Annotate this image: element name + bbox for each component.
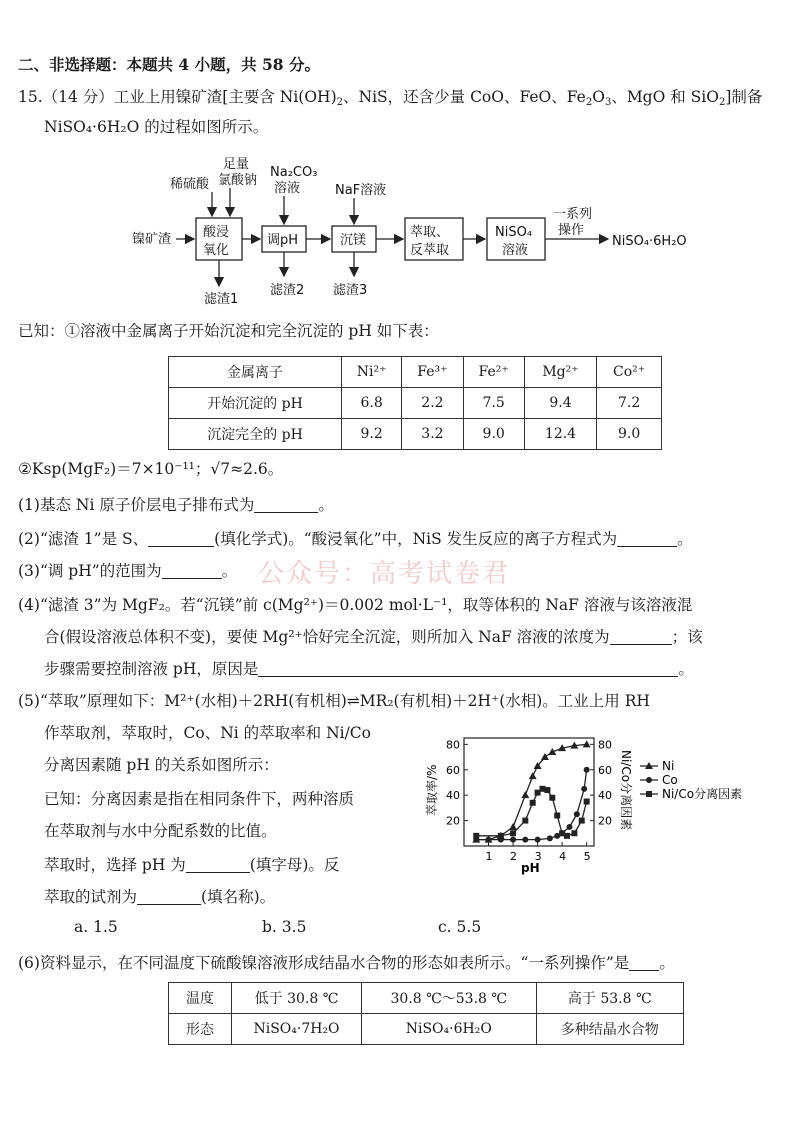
question-5-line-4: 已知：分离因素是指在相同条件下，两种溶质: [44, 790, 355, 808]
known-1: 已知：①溶液中金属离子开始沉淀和完全沉淀的 pH 如下表：: [18, 322, 439, 340]
box-acid-leach-label-2: 氧化: [203, 243, 230, 258]
data-point: [547, 835, 553, 841]
legend-marker: [646, 777, 652, 783]
data-point: [522, 837, 528, 843]
ph-table-cell: 沉淀完全的 pH: [169, 419, 342, 450]
reagent-chlorate-2: 氯酸钠: [218, 173, 258, 188]
q5-option-b[interactable]: b. 3.5: [262, 918, 307, 936]
q4-text-b: ；该: [671, 628, 703, 646]
known-2: ②Ksp(MgF₂)＝7×10⁻¹¹；√7≈2.6。: [18, 460, 284, 478]
q4-text-c: 步骤需要控制溶液 pH，原因是: [44, 660, 259, 678]
temp-table-cell: 形态: [169, 1014, 232, 1045]
ph-table-cell: 7.2: [597, 388, 662, 419]
q2-text-b: (填化学式)。“酸浸氧化”中，NiS 发生反应的离子方程式为: [214, 530, 618, 548]
q4-end: 。: [678, 660, 694, 678]
q6-answer-blank[interactable]: [629, 954, 659, 971]
x-tick-label: 1: [485, 850, 493, 863]
box-niso4-label-2: 溶液: [502, 243, 529, 258]
q5-option-c[interactable]: c. 5.5: [438, 918, 482, 936]
ph-table-cell: 3.2: [402, 419, 463, 450]
ph-table-cell: 9.0: [597, 419, 662, 450]
y2-tick-label: 40: [598, 789, 612, 803]
question-5-line-7: [44, 886, 275, 908]
data-point: [522, 818, 528, 824]
q4-text-a: 合(假设溶液总体积不变)，要使 Mg²⁺恰好完全沉淀，则所加入 NaF 溶液的浓度为: [44, 628, 610, 646]
temp-table-header: 高于 53.8 ℃: [536, 983, 683, 1014]
ph-table-cell: 6.8: [342, 388, 402, 419]
y2-tick-label: 20: [598, 814, 612, 828]
reagent-na2co3-2: 溶液: [274, 181, 301, 196]
q4-answer-blank-2[interactable]: [258, 660, 678, 677]
ph-table-header: Co²⁺: [597, 357, 662, 388]
temp-table-header: 30.8 ℃～53.8 ℃: [362, 983, 537, 1014]
ph-table-cell: 7.5: [463, 388, 524, 419]
y-tick-label: 20: [446, 814, 460, 828]
flow-end: NiSO₄·6H₂O: [612, 234, 687, 249]
flow-arrow-label-1: 一系列: [553, 207, 593, 222]
legend-label: Ni: [662, 759, 675, 773]
q5-text-d: (填名称)。: [201, 888, 276, 906]
y-tick-label: 80: [446, 738, 460, 752]
question-4-line-1: (4)“滤渣 3”为 MgF₂。若“沉镁”前 c(Mg²⁺)＝0.002 mol·L⁻¹，取等体积的 NaF 溶液与该溶液混: [18, 596, 693, 614]
temp-table-cell: 多种结晶水合物: [536, 1014, 683, 1045]
ph-table: [168, 356, 662, 450]
data-point: [521, 791, 529, 798]
extraction-chart: [422, 728, 774, 876]
x-tick-label: 5: [583, 850, 591, 863]
ph-table-cell: 9.0: [463, 419, 524, 450]
data-point: [509, 823, 517, 830]
ph-table-header: Fe²⁺: [463, 357, 524, 388]
temp-table-header: 温度: [169, 983, 232, 1014]
ph-table-cell: 2.2: [402, 388, 463, 419]
q6-end: 。: [659, 954, 675, 972]
data-point: [473, 833, 479, 839]
data-point: [571, 830, 577, 836]
q1-end: 。: [318, 496, 334, 514]
legend-marker: [646, 791, 652, 797]
ph-table-cell: 12.4: [524, 419, 596, 450]
question-5-line-6: [44, 854, 339, 876]
data-point: [510, 830, 516, 836]
q2-text-a: (2)“滤渣 1”是 S、: [18, 530, 149, 548]
ph-table-cell: 9.2: [342, 419, 402, 450]
q15-head-d: 、MgO 和 SiO: [611, 88, 719, 106]
reagent-dilute-sulfuric: 稀硫酸: [170, 177, 210, 192]
q2-answer-blank-2[interactable]: [617, 530, 677, 547]
reagent-na2co3-1: Na₂CO₃: [270, 165, 318, 180]
temperature-table: [168, 982, 684, 1045]
y-axis-label: 萃取率/%: [425, 764, 439, 816]
question-5-line-1: (5)“萃取”原理如下：M²⁺(水相)＋2RH(有机相)⇌MR₂(有机相)＋2H⁺(水相)。工业上用 RH: [18, 692, 650, 710]
q15-head-a: 15.（14 分）工业上用镍矿渣[主要含 Ni(OH): [18, 88, 337, 106]
box-mg-removal-label: 沉镁: [340, 233, 367, 248]
box-acid-leach-label-1: 酸浸: [203, 225, 230, 240]
data-point: [564, 833, 570, 839]
q1-answer-blank[interactable]: [254, 496, 318, 513]
question-1: [18, 494, 334, 516]
q2-end: 。: [677, 530, 693, 548]
residue-2: 滤渣2: [270, 283, 305, 298]
question-15-heading: 15.（14 分）工业上用镍矿渣[主要含 $Ni(OH)_2$、NiS，还含少量 CoO、FeO、$Fe_2O_3$、MgO 和 SiO$_2$]制备: [18, 88, 763, 108]
box-extraction-label-2: 反萃取: [410, 243, 450, 258]
data-point: [486, 837, 492, 843]
flow-start: 镍矿渣: [132, 232, 172, 247]
x-tick-label: 2: [510, 850, 518, 863]
data-point: [541, 753, 549, 760]
y-tick-label: 40: [446, 789, 460, 803]
ph-table-header: Fe³⁺: [402, 357, 463, 388]
data-point: [584, 799, 590, 805]
residue-3: 滤渣3: [333, 283, 368, 298]
data-point: [579, 818, 585, 824]
q15-head-b: 、NiS，还含少量 CoO、FeO、Fe: [343, 88, 586, 106]
q5-text-b: (填字母)。反: [249, 856, 340, 874]
q5-text-a: 萃取时，选择 pH 为: [44, 856, 186, 874]
x-tick-label: 4: [559, 850, 567, 863]
q5-answer-blank-1[interactable]: [186, 856, 250, 873]
data-point: [584, 767, 590, 773]
q5-answer-blank-2[interactable]: [137, 888, 201, 905]
y2-tick-label: 80: [598, 738, 612, 752]
q15-head-e: ]制备: [725, 88, 763, 106]
data-point: [510, 837, 516, 843]
data-point: [544, 787, 550, 793]
data-point: [574, 811, 580, 817]
q4-answer-blank-1[interactable]: [610, 628, 672, 645]
ph-table-cell: 开始沉淀的 pH: [169, 388, 342, 419]
question-5-line-2: 作萃取剂，萃取时，Co、Ni 的萃取率和 Ni/Co: [44, 724, 371, 742]
q3-text: (3)“调 pH”的范围为: [18, 562, 162, 580]
reagent-naf: NaF溶液: [335, 183, 387, 198]
legend-label: Co: [662, 773, 678, 787]
section-title: 二、非选择题：本题共 4 小题，共 58 分。: [18, 55, 320, 74]
box-extraction-label-1: 萃取、: [410, 225, 450, 240]
y2-tick-label: 60: [598, 763, 612, 777]
q5-option-a[interactable]: a. 1.5: [74, 918, 118, 936]
question-5-line-5: 在萃取剂与水中分配系数的比值。: [44, 822, 277, 840]
reagent-chlorate-1: 足量: [223, 157, 250, 172]
data-point: [535, 837, 541, 843]
q2-answer-blank-1[interactable]: [148, 530, 214, 547]
q15-head-line2: NiSO₄·6H₂O 的过程如图所示。: [44, 118, 269, 136]
question-4-line-2: [44, 626, 703, 648]
residue-1: 滤渣1: [204, 292, 239, 307]
ph-table-header: Ni²⁺: [342, 357, 402, 388]
y-tick-label: 60: [446, 763, 460, 777]
data-point: [581, 786, 587, 792]
process-flow-diagram: [130, 150, 710, 310]
question-5-line-3: 分离因素随 pH 的关系如图所示：: [44, 756, 279, 774]
q5-text-c: 萃取的试剂为: [44, 888, 138, 906]
legend-label: Ni/Co分离因素: [662, 787, 743, 801]
data-point: [498, 833, 504, 839]
data-point: [566, 824, 572, 830]
plot-frame: [464, 738, 594, 846]
data-point: [583, 740, 591, 747]
data-point: [554, 813, 560, 819]
ph-table-header: Mg²⁺: [524, 357, 596, 388]
temp-table-cell: NiSO₄·7H₂O: [232, 1014, 362, 1045]
q15-head-c: O: [592, 88, 605, 106]
question-3: [18, 560, 237, 582]
q3-answer-blank[interactable]: [162, 562, 222, 579]
q1-text: (1)基态 Ni 原子价层电子排布式为: [18, 496, 255, 514]
q3-end: 。: [221, 562, 238, 580]
question-6: [18, 952, 675, 974]
data-point: [530, 800, 536, 806]
ph-table-header: 金属离子: [169, 357, 342, 388]
question-2: [18, 528, 693, 550]
data-point: [549, 795, 555, 801]
question-4-line-3: [44, 658, 694, 680]
y2-axis-label: Ni/Co分离因素: [619, 750, 633, 831]
q6-text: (6)资料显示，在不同温度下硫酸镍溶液形成结晶水合物的形态如表所示。“一系列操作”是: [18, 954, 630, 972]
temp-table-header: 低于 30.8 ℃: [232, 983, 362, 1014]
data-point: [529, 772, 537, 779]
watermark: 公众号：高考试卷君: [258, 559, 511, 589]
x-tick-label: 3: [534, 850, 542, 863]
ph-table-cell: 9.4: [524, 388, 596, 419]
flow-arrow-label-2: 操作: [558, 223, 585, 238]
temp-table-cell: NiSO₄·6H₂O: [362, 1014, 537, 1045]
box-adjust-ph-label: 调pH: [267, 233, 299, 248]
x-axis-label: pH: [521, 861, 540, 875]
box-niso4-label-1: NiSO₄: [495, 225, 533, 240]
